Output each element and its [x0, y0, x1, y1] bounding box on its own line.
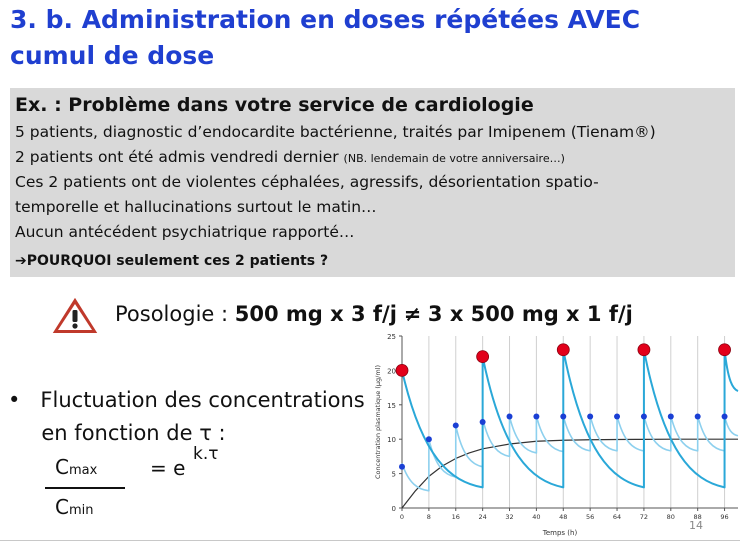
denominator-sub: min [68, 503, 94, 518]
posology-label: Posologie : [115, 302, 235, 326]
formula-rhs: = e [150, 456, 186, 480]
data-point [722, 413, 728, 419]
data-point [614, 413, 620, 419]
data-point [480, 419, 486, 425]
numerator-sub: max [68, 463, 98, 478]
formula-denominator [55, 495, 93, 519]
data-point [453, 422, 459, 428]
x-tick-label: 48 [559, 513, 568, 521]
peak-point [638, 344, 650, 356]
x-tick-label: 24 [478, 513, 487, 521]
series-bold-line [402, 350, 738, 488]
y-axis-label: Concentration plasmatique (µg/ml) [374, 365, 382, 479]
peak-point [557, 344, 569, 356]
bullet-line-2: en fonction de τ : [41, 421, 226, 445]
data-point [507, 413, 513, 419]
ratio-formula [45, 444, 245, 530]
numerator-base: C [55, 455, 69, 479]
peak-point [396, 364, 408, 376]
case-line-4: temporelle et hallucinations surtout le matin… [15, 198, 377, 216]
x-tick-label: 96 [720, 513, 729, 521]
formula-numerator [55, 455, 97, 479]
data-point [641, 413, 647, 419]
x-tick-label: 32 [505, 513, 514, 521]
peak-point [477, 351, 489, 363]
posology-neq: ≠ [403, 302, 422, 326]
case-heading: Ex. : Problème dans votre service de cardiologie [15, 94, 534, 116]
formula-exponent: k.τ [193, 444, 219, 464]
posology-line [115, 302, 633, 326]
peak-point [719, 344, 731, 356]
data-point [426, 436, 432, 442]
x-tick-label: 56 [586, 513, 595, 521]
x-tick-label: 8 [426, 513, 431, 521]
case-line-2-note: (NB. lendemain de votre anniversaire…) [343, 152, 565, 165]
data-point [587, 413, 593, 419]
page-title: 3. b. Administration en doses répétées AVEC cumul de dose [10, 5, 641, 70]
x-tick-label: 72 [639, 513, 649, 521]
series-light-line [402, 416, 738, 491]
data-point [533, 413, 539, 419]
denominator-base: C [55, 495, 69, 519]
fraction-bar [45, 487, 125, 489]
data-point [560, 413, 566, 419]
x-tick-label: 88 [693, 513, 702, 521]
case-line-2 [15, 148, 565, 166]
case-box [10, 88, 735, 277]
x-tick-label: 16 [451, 513, 460, 521]
concentration-chart [368, 328, 740, 543]
bullet-line-1: Fluctuation des concentrations [40, 388, 365, 412]
bullet-marker: • [8, 388, 21, 412]
why-question: ➔POURQUOI seulement ces 2 patients ? [15, 253, 329, 269]
x-tick-label: 80 [666, 513, 675, 521]
case-line-1: 5 patients, diagnostic d’endocardite bactérienne, traités par Imipenem (Tienam®) [15, 123, 656, 141]
data-point [668, 413, 674, 419]
y-tick-label: 0 [391, 505, 396, 513]
x-tick-label: 0 [399, 513, 405, 521]
warning-icon [48, 293, 102, 337]
x-tick-label: 40 [532, 513, 541, 521]
x-tick-label: 64 [612, 513, 622, 521]
y-tick-label: 10 [387, 436, 396, 445]
data-point [399, 464, 405, 470]
y-tick-label: 25 [387, 333, 396, 341]
posology-dose-a: 500 mg x 3 f/j [234, 302, 397, 326]
page-number: 14 [689, 519, 703, 532]
posology-dose-b: 3 x 500 mg x 1 f/j [427, 302, 633, 326]
y-tick-label: 5 [391, 470, 396, 479]
case-line-5: Aucun antécédent psychiatrique rapporté… [15, 223, 355, 241]
case-line-3: Ces 2 patients ont de violentes céphalées, agressifs, désorientation spatio- [15, 173, 599, 191]
bullet-item [8, 384, 365, 450]
case-line-2-text: 2 patients ont été admis vendredi dernier [15, 148, 339, 166]
y-tick-label: 20 [387, 367, 396, 376]
data-point [695, 413, 701, 419]
x-axis-label: Temps (h) [542, 529, 578, 537]
y-tick-label: 15 [387, 401, 396, 410]
footer-divider [0, 540, 740, 541]
